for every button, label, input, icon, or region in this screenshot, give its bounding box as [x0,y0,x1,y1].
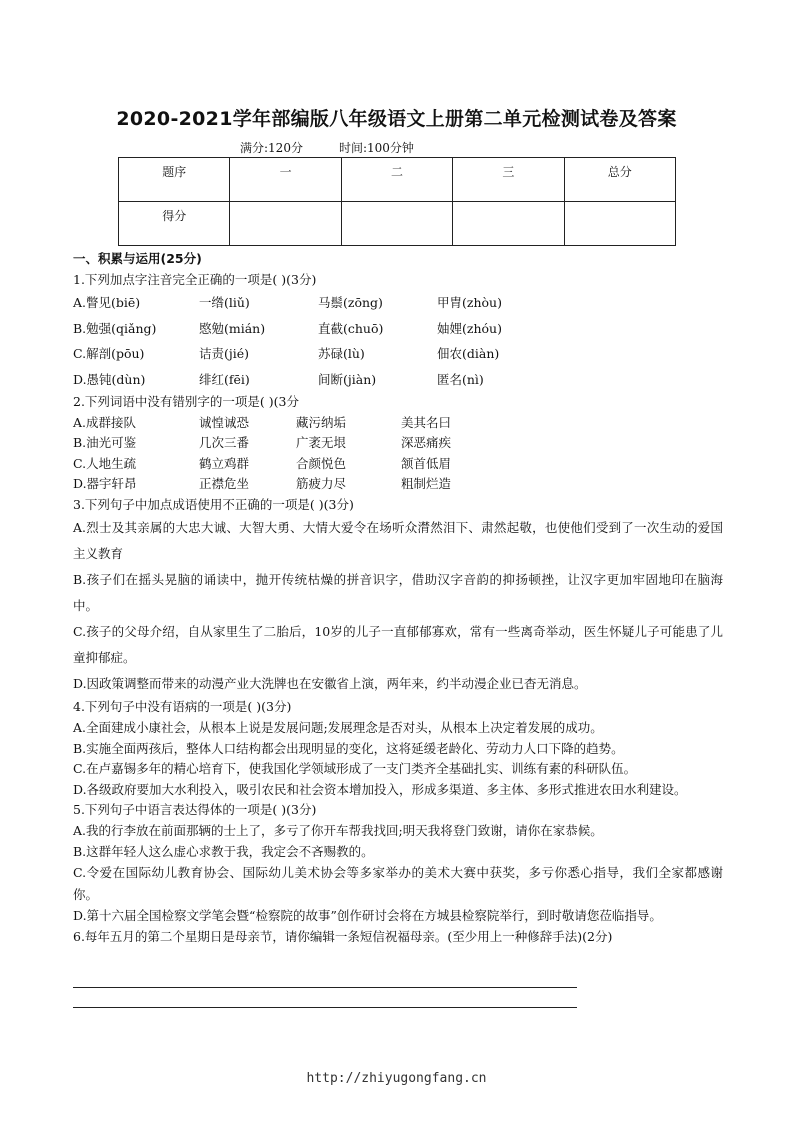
score-row-label: 得分 [119,202,230,246]
option-cell: 粗制烂造 [401,476,452,492]
option-cell: C.解剖(pōu) [73,346,145,362]
question-4-stem: 4.下列句子中没有语病的一项是( )(3分) [73,699,292,715]
question-2-option-row [73,474,723,495]
option-cell: D.愚钝(dùn) [73,371,146,387]
question-3-option-c: C.孩子的父母介绍，自从家里生了二胎后，10岁的儿子一直郁郁寡欢，常有一些离奇举动，医生怀疑儿子可能患了儿童抑郁症。 [73,624,723,666]
question-1-option-row [73,316,723,342]
option-cell: 一绺(liǔ) [199,295,250,311]
option-cell: 马鬃(zōng) [318,295,383,311]
question-5-option-a: A.我的行李放在前面那辆的士上了，多亏了你开车帮我找回;明天我将登门致谢，请你在家恭候。 [73,822,603,838]
question-5-option-c: C.令爱在国际幼儿教育协会、国际幼儿美术协会等多家举办的美术大赛中获奖，多亏你悉心指导，我们全家都感谢你。 [73,865,723,902]
exam-content [73,249,723,947]
option-cell: 直截(chuō) [318,320,384,336]
question-2-option-row [73,454,723,475]
option-cell: 正襟危坐 [199,476,250,492]
option-cell: 几次三番 [199,435,250,451]
score-cell [341,202,452,246]
question-6-stem: 6.每年五月的第二个星期日是母亲节，请你编辑一条短信祝福母亲。(至少用上一种修辞手法)(2分) [73,928,613,944]
option-cell: 愍勉(mián) [199,320,266,336]
question-3-option-b: B.孩子们在摇头晃脑的诵读中，抛开传统枯燥的拼音识字，借助汉字音韵的抑扬顿挫，让汉字更加牢固地印在脑海中。 [73,572,723,614]
question-1-option-row [73,367,723,393]
option-cell: 广袤无垠 [296,435,347,451]
score-header-cell: 总分 [564,158,675,202]
answer-line[interactable] [73,987,577,988]
question-2-option-row [73,413,723,434]
score-table-score-row [119,202,676,246]
option-cell: 绯红(fēi) [199,371,250,387]
option-cell: 藏污纳垢 [296,414,347,430]
score-table [118,157,676,246]
score-table-header-row [119,158,676,202]
score-header-cell: 二 [341,158,452,202]
question-1-option-row [73,290,723,316]
option-cell: 苏碌(lù) [318,346,365,362]
option-cell: D.器宇轩昂 [73,476,137,492]
option-cell: 筋疲力尽 [296,476,347,492]
option-cell: A.成群接队 [73,414,137,430]
answer-line[interactable] [73,1007,577,1008]
option-cell: 深恶痛疾 [401,435,452,451]
option-cell: C.人地生疏 [73,455,137,471]
question-4-option-b: B.实施全面两孩后，整体人口结构都会出现明显的变化，这将延缓老龄化、劳动力人口下降的趋势。 [73,740,624,756]
option-cell: 鹤立鸡群 [199,455,250,471]
score-header-cell: 题序 [119,158,230,202]
score-cell [230,202,341,246]
question-1-option-row [73,341,723,367]
option-cell: 诘责(jié) [199,346,250,362]
option-cell: 匿名(nì) [437,371,484,387]
option-cell: 颔首低眉 [401,455,452,471]
section-heading: 一、积累与运用(25分) [73,251,202,266]
option-cell: A.瞥见(biē) [73,295,141,311]
option-cell: 佃农(diàn) [437,346,500,362]
score-header-cell: 一 [230,158,341,202]
option-cell: 妯娌(zhóu) [437,320,502,336]
question-4-option-a: A.全面建成小康社会，从根本上说是发展问题;发展理念是否对头，从根本上决定着发展的成功。 [73,719,603,735]
question-4-option-d: D.各级政府要加大水利投入，吸引农民和社会资本增加投入，形成多渠道、多主体、多形式推进农田水利建设。 [73,781,687,797]
score-cell [564,202,675,246]
question-4-option-c: C.在卢嘉锡多年的精心培育下，使我国化学领域形成了一支门类齐全基础扎实、训练有素的科研队伍。 [73,761,637,777]
exam-time: 时间:100分钟 [338,141,414,155]
question-1-stem: 1.下列加点字注音完全正确的一项是( )(3分) [73,271,317,287]
option-cell: 间断(jiàn) [318,371,377,387]
option-cell: 合颜悦色 [296,455,347,471]
question-2-stem: 2.下列词语中没有错别字的一项是( )(3分 [73,394,299,410]
full-score: 满分:120分 [240,141,303,155]
score-cell [453,202,564,246]
option-cell: 甲胄(zhòu) [437,295,502,311]
question-5-stem: 5.下列句子中语言表达得体的一项是( )(3分) [73,802,317,818]
score-header-cell: 三 [453,158,564,202]
question-3-option-d: D.因政策调整而带来的动漫产业大洗牌也在安徽省上演，两年来，约半动漫企业已杳无消息。 [73,676,587,692]
question-3-stem: 3.下列句子中加点成语使用不正确的一项是( )(3分) [73,496,354,512]
question-2-option-row [73,433,723,454]
question-5-option-b: B.这群年轻人这么虚心求教于我，我定会不吝赐教的。 [73,843,374,859]
option-cell: 美其名曰 [401,414,452,430]
option-cell: 诚惶诚恐 [199,414,250,430]
question-3-option-a: A.烈士及其亲属的大忠大诚、大智大勇、大情大爱令在场听众潸然泪下、肃然起敬，也使他们受到了一次生动的爱国主义教育 [73,520,723,562]
option-cell: B.勉强(qiǎng) [73,320,157,336]
exam-title: 2020-2021学年部编版八年级语文上册第二单元检测试卷及答案 [116,108,677,130]
footer-url: http://zhiyugongfang.cn [306,1071,487,1086]
option-cell: B.油光可鉴 [73,435,137,451]
question-5-option-d: D.第十六届全国检察文学笔会暨“检察院的故事”创作研讨会将在方城县检察院举行，到时敬请您莅临指导。 [73,908,662,924]
exam-meta [240,139,414,156]
